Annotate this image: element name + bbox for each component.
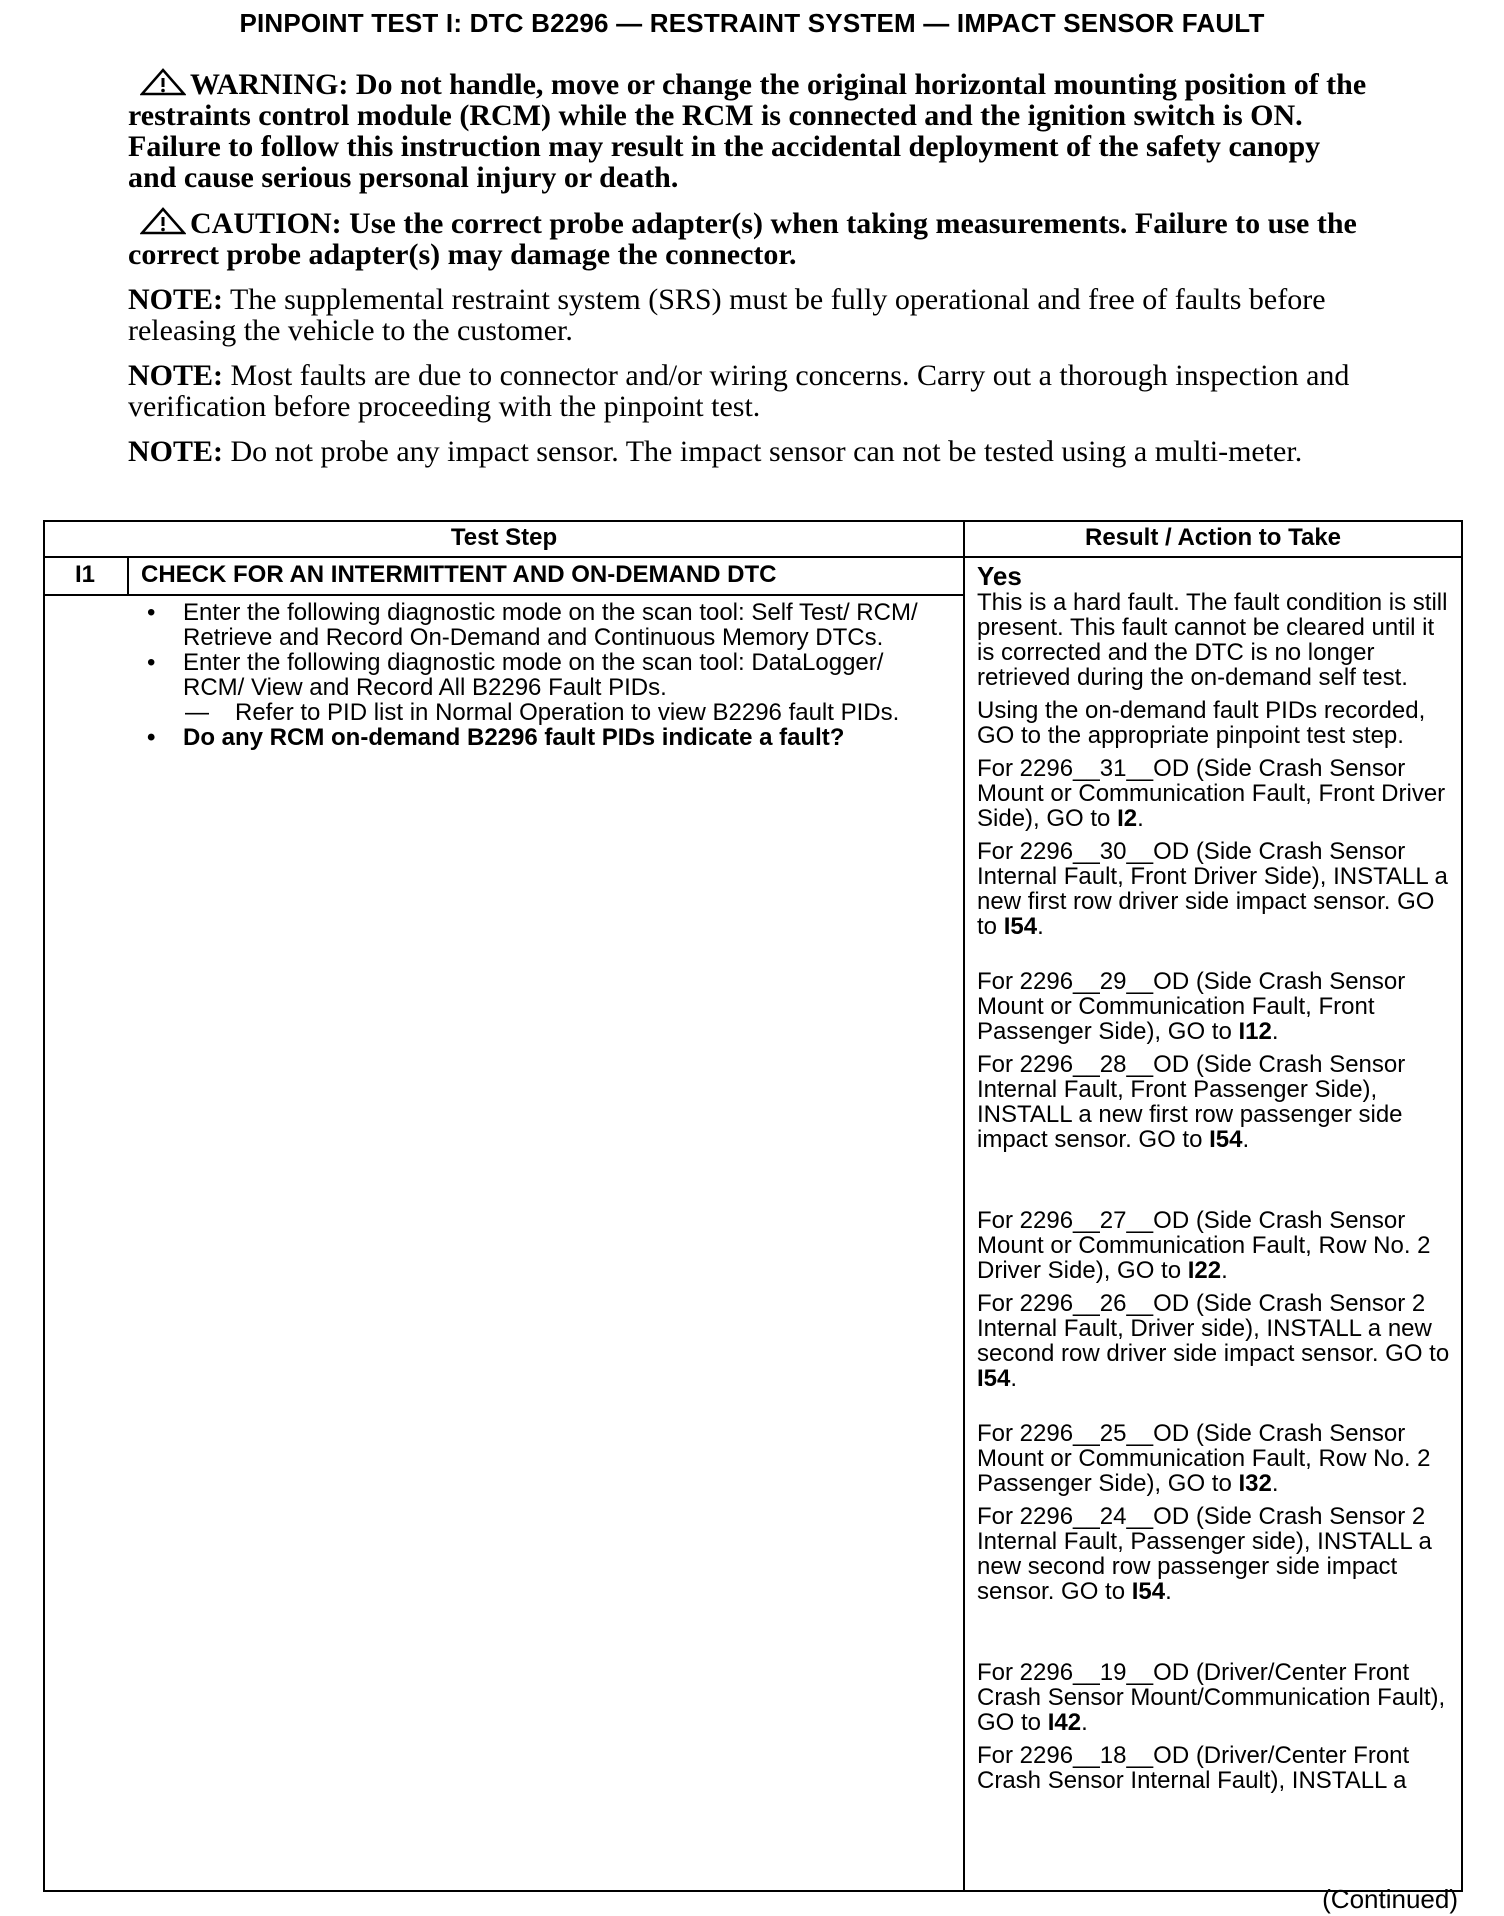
step-reference: I54 (1209, 1126, 1243, 1153)
list-item: • Enter the following diagnostic mode on the scan tool: DataLogger/ RCM/ View and Record All B2296 Fault PIDs. — Refer to PID list in Normal Operation to view B2296 fault PIDs. (135, 650, 949, 725)
pinpoint-test-table (43, 520, 1463, 1892)
result-text: For 2296__31__OD (Side Crash Sensor Mount or Communication Fault, Front Driver Side), GO to (977, 755, 1446, 832)
result-yes-label: Yes (977, 561, 1022, 591)
spacer (977, 1399, 1453, 1421)
result-text: For 2296__27__OD (Side Crash Sensor Mount or Communication Fault, Row No. 2 Driver Side), GO to (977, 1207, 1431, 1284)
result-paragraph: For 2296__25__OD (Side Crash Sensor Mount or Communication Fault, Row No. 2 Passenger Side), GO to I32. (977, 1420, 1431, 1497)
warning-label: WARNING: (190, 68, 349, 101)
step-reference: I54 (977, 1365, 1011, 1392)
caution-text: Use the correct probe adapter(s) when taking measurements. Failure to use the correct probe adapter(s) may damage the connector. (128, 207, 1357, 271)
note-label: NOTE: (128, 435, 224, 468)
result-paragraph: For 2296__26__OD (Side Crash Sensor 2 Internal Fault, Driver side), INSTALL a new second row driver side impact sensor. GO to I54. (977, 1290, 1450, 1392)
step-number: I1 (44, 557, 128, 595)
step-reference: I32 (1238, 1470, 1272, 1497)
note-text: Do not probe any impact sensor. The impact sensor can not be tested using a multi-meter. (230, 435, 1303, 468)
step-reference: I12 (1238, 1018, 1272, 1045)
caution-triangle-icon (140, 207, 186, 235)
step-title-row (44, 557, 1462, 595)
continued-label: (Continued) (1322, 1884, 1458, 1914)
result-paragraph: For 2296__29__OD (Side Crash Sensor Mount or Communication Fault, Front Passenger Side), GO to I12. (977, 968, 1406, 1045)
result-text: For 2296__19__OD (Driver/Center Front Crash Sensor Mount/Communication Fault), GO to (977, 1659, 1446, 1736)
note-label: NOTE: (128, 359, 224, 392)
warning-text: Do not handle, move or change the original horizontal mounting position of the restraints control module (RCM) while the RCM is connected and the ignition switch is ON. Failure to follow this instruction may result in the accidental deployment of the safety canopy and cause serious personal injury or death. (128, 68, 1367, 194)
result-paragraph: For 2296__30__OD (Side Crash Sensor Internal Fault, Front Driver Side), INSTALL a new first row driver side impact sensor. GO to I54. (977, 838, 1448, 940)
result-paragraph: For 2296__18__OD (Driver/Center Front Crash Sensor Internal Fault), INSTALL a (977, 1742, 1410, 1794)
result-cell (964, 557, 1462, 1891)
step-question: Do any RCM on-demand B2296 fault PIDs indicate a fault? (183, 724, 845, 751)
warning-block (128, 68, 1368, 193)
caution-block (128, 207, 1368, 270)
step-reference: I42 (1047, 1709, 1082, 1736)
result-paragraph: Using the on-demand fault PIDs recorded, GO to the appropriate pinpoint test step. (977, 697, 1426, 749)
spacer (977, 1160, 1453, 1208)
result-paragraph: For 2296__31__OD (Side Crash Sensor Mount or Communication Fault, Front Driver Side), GO to I2. (977, 755, 1446, 832)
result-paragraph: For 2296__27__OD (Side Crash Sensor Mount or Communication Fault, Row No. 2 Driver Side), GO to I22. (977, 1207, 1431, 1284)
note-text: The supplemental restraint system (SRS) must be fully operational and free of faults before releasing the vehicle to the customer. (128, 283, 1326, 347)
spacer (977, 947, 1453, 969)
step-reference: I54 (1131, 1578, 1166, 1605)
step-title: CHECK FOR AN INTERMITTENT AND ON-DEMAND DTC (128, 557, 964, 595)
spacer (977, 1612, 1453, 1660)
table-header-row (44, 521, 1462, 557)
result-paragraph: For 2296__28__OD (Side Crash Sensor Internal Fault, Front Passenger Side), INSTALL a new first row passenger side impact sensor. GO to I54. (977, 1051, 1406, 1153)
instruction-text: Enter the following diagnostic mode on the scan tool: Self Test/ RCM/ Retrieve and Record On-Demand and Continuous Memory DTCs. (183, 599, 918, 651)
result-text: For 2296__26__OD (Side Crash Sensor 2 Internal Fault, Driver side), INSTALL a new second row driver side impact sensor. GO to (977, 1290, 1450, 1367)
result-text: For 2296__29__OD (Side Crash Sensor Mount or Communication Fault, Front Passenger Side), GO to (977, 968, 1406, 1045)
step-reference: I54 (1003, 913, 1038, 940)
note-3 (128, 436, 1368, 467)
header-result-action: Result / Action to Take (964, 521, 1462, 557)
sub-item: — Refer to PID list in Normal Operation to view B2296 fault PIDs. (185, 699, 900, 726)
step-instructions (44, 595, 964, 1891)
list-item: • Do any RCM on-demand B2296 fault PIDs indicate a fault? (147, 724, 845, 751)
caution-label: CAUTION: (190, 207, 342, 240)
result-text: For 2296__24__OD (Side Crash Sensor 2 Internal Fault, Passenger side), INSTALL a new second row passenger side impact sensor. GO to (977, 1503, 1432, 1605)
warning-triangle-icon (140, 68, 186, 96)
note-2 (128, 360, 1368, 422)
safety-notes (128, 68, 1368, 481)
result-paragraph: For 2296__24__OD (Side Crash Sensor 2 Internal Fault, Passenger side), INSTALL a new second row passenger side impact sensor. GO to I54. (977, 1503, 1432, 1605)
page-title: PINPOINT TEST I: DTC B2296 — RESTRAINT SYSTEM — IMPACT SENSOR FAULT (239, 8, 1265, 38)
result-text: For 2296__25__OD (Side Crash Sensor Mount or Communication Fault, Row No. 2 Passenger Side), GO to (977, 1420, 1431, 1497)
note-1 (128, 284, 1368, 346)
result-text: For 2296__28__OD (Side Crash Sensor Internal Fault, Front Passenger Side), INSTALL a new first row passenger side impact sensor. GO to (977, 1051, 1406, 1153)
sub-instruction-text: Refer to PID list in Normal Operation to view B2296 fault PIDs. (235, 699, 900, 726)
result-paragraph: For 2296__19__OD (Driver/Center Front Crash Sensor Mount/Communication Fault), GO to I42. (977, 1659, 1446, 1736)
header-test-step: Test Step (44, 521, 964, 557)
instruction-list (135, 600, 949, 750)
instruction-text: Enter the following diagnostic mode on the scan tool: DataLogger/ RCM/ View and Record All B2296 Fault PIDs. (183, 649, 884, 701)
note-text: Most faults are due to connector and/or wiring concerns. Carry out a thorough inspection and verification before proceeding with the pinpoint test. (128, 359, 1350, 423)
step-reference: I22 (1187, 1257, 1222, 1284)
result-text: For 2296__30__OD (Side Crash Sensor Internal Fault, Front Driver Side), INSTALL a new first row driver side impact sensor. GO to (977, 838, 1448, 940)
step-reference: I2 (1117, 805, 1138, 832)
note-label: NOTE: (128, 283, 224, 316)
result-paragraph: This is a hard fault. The fault condition is still present. This fault cannot be cleared until it is corrected and the DTC is no longer retrieved during the on-demand self test. (977, 589, 1448, 691)
list-item: • Enter the following diagnostic mode on the scan tool: Self Test/ RCM/ Retrieve and Record On-Demand and Continuous Memory DTCs. (147, 599, 918, 651)
